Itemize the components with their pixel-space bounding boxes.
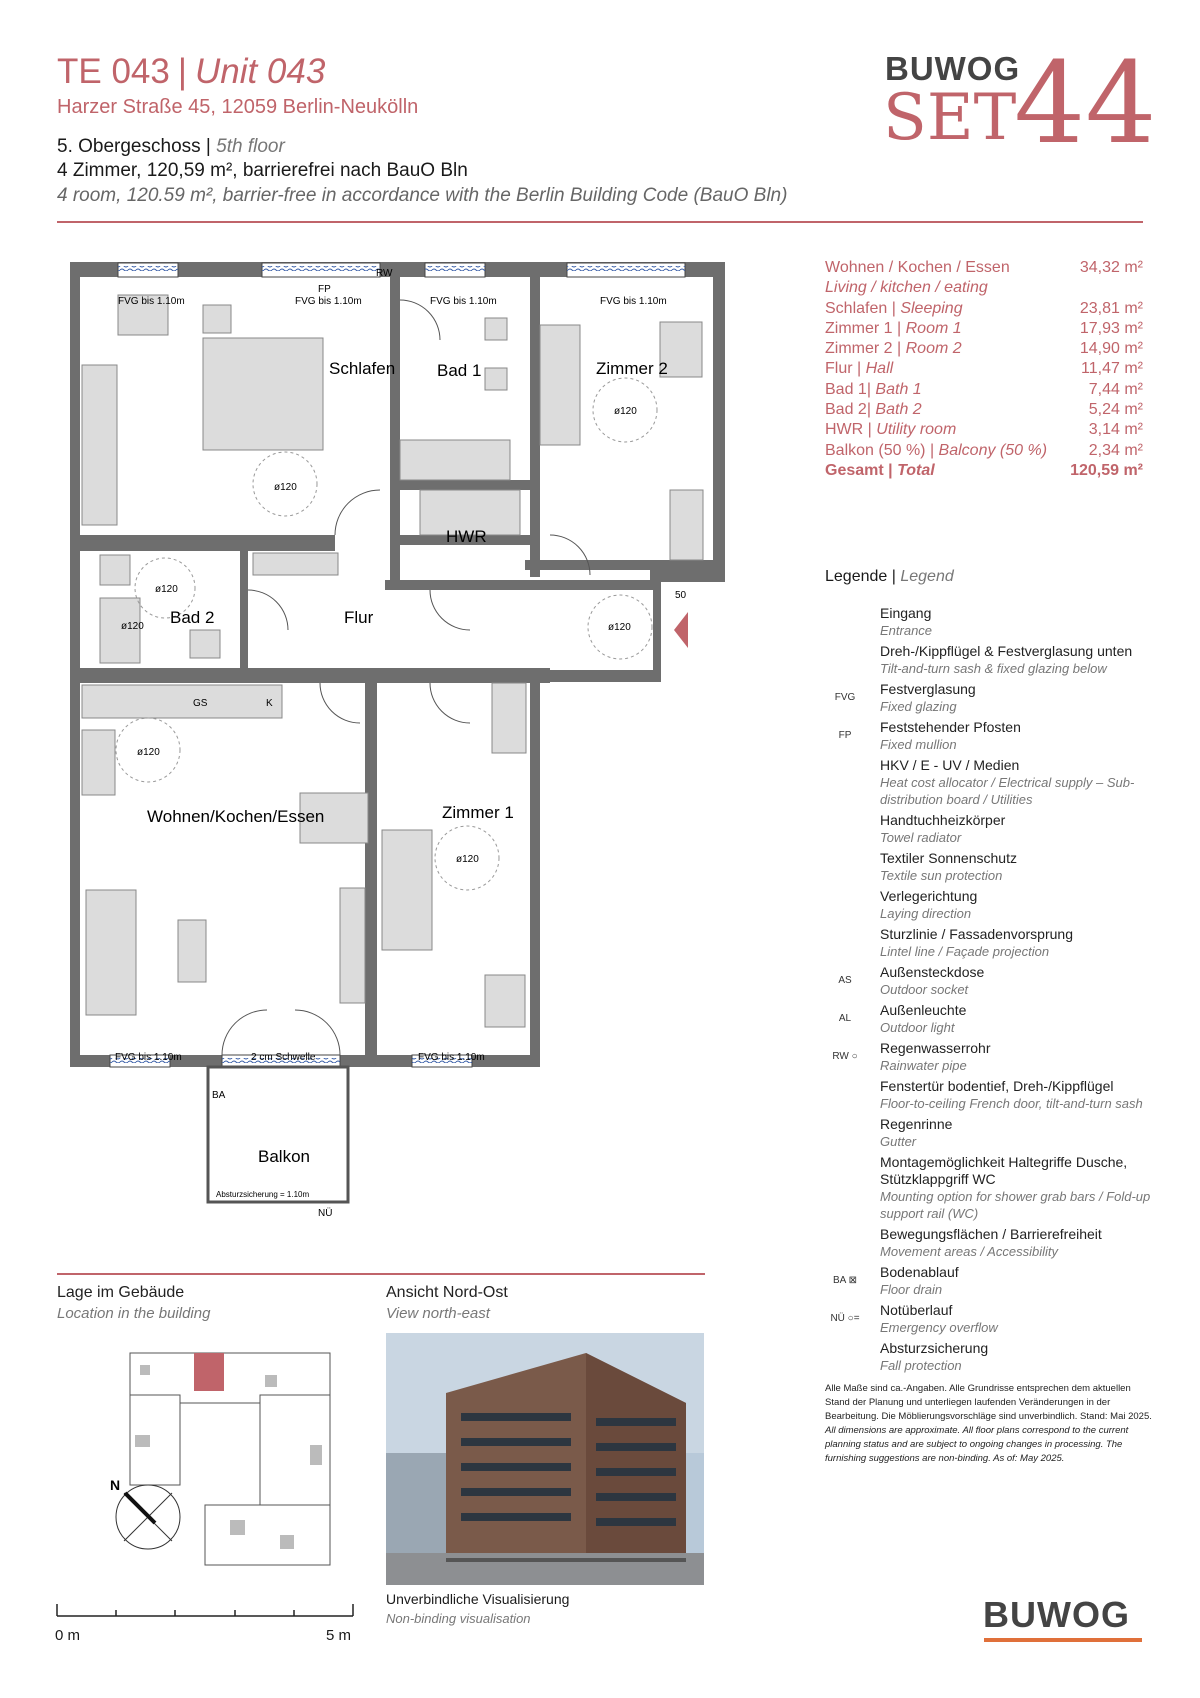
visualisation-caption-en: Non-binding visualisation	[386, 1611, 531, 1626]
area-label-en: Balcony (50 %)	[938, 441, 1048, 459]
fall-protection-icon	[825, 1344, 865, 1368]
floor-line: 5. Obergeschoss | 5th floor	[57, 136, 285, 157]
area-label-en: Bath 1	[875, 380, 922, 398]
turning-label: ø120	[614, 406, 637, 417]
room-label-flur: Flur	[344, 608, 374, 627]
fifty-label: 50	[675, 590, 687, 601]
gutter-icon	[825, 1120, 865, 1144]
legend-item	[825, 1302, 1155, 1336]
header-divider	[57, 221, 1143, 223]
gs-label: GS	[193, 698, 208, 709]
area-label-en: Utility room	[876, 421, 957, 439]
rooms-de: 4 Zimmer, 120,59 m², barrierefrei nach BauO Bln	[57, 160, 468, 181]
legend-title: Legende | Legend	[825, 568, 954, 585]
area-total-value: 120,59 m²	[1070, 461, 1143, 479]
legend-label-en: Towel radiator	[880, 830, 962, 845]
legend-item	[825, 681, 1155, 715]
address: Harzer Straße 45, 12059 Berlin-Neukölln	[57, 96, 419, 118]
ba-label: BA	[212, 1090, 226, 1101]
legend-item	[825, 1002, 1155, 1036]
area-label-en: Room 2	[905, 340, 962, 358]
area-label: Zimmer 2 |	[825, 340, 906, 358]
threshold-label: 2 cm Schwelle	[251, 1052, 316, 1063]
view-heading: Ansicht Nord-Ost	[386, 1284, 508, 1301]
lintel-line-icon	[825, 930, 865, 954]
fvg-label: FVG bis 1.10m	[600, 296, 667, 307]
legend-item	[825, 964, 1155, 998]
legend-item	[825, 1116, 1155, 1150]
legend-label: Außensteckdose	[880, 964, 985, 980]
legend-label: HKV / E - UV / Medien	[880, 757, 1020, 773]
area-row	[825, 319, 1143, 339]
rooms-en: 4 room, 120.59 m², barrier-free in accordance with the Berlin Building Code (BauO Bln)	[57, 185, 788, 206]
area-label: Bad 1|	[825, 380, 876, 398]
area-row	[825, 420, 1143, 440]
legend-label: Feststehender Pfosten	[880, 719, 1021, 735]
legend-label-en: Rainwater pipe	[880, 1058, 967, 1073]
legend-label-en: Fixed mullion	[880, 737, 957, 752]
area-label-en: Living / kitchen / eating	[825, 279, 988, 297]
area-row	[825, 258, 1143, 278]
area-label-en: Bath 2	[875, 401, 922, 419]
fvg-label: FVG bis 1.10m	[115, 1052, 182, 1063]
legend-label: Eingang	[880, 605, 932, 621]
area-row	[825, 339, 1143, 359]
legend-label-en: Heat cost allocator / Electrical supply – Sub-distribution board / Utilities	[880, 775, 1135, 807]
unit-en: Unit 043	[194, 52, 326, 91]
legend-item	[825, 643, 1155, 677]
legend-list	[825, 605, 1155, 1378]
legend-label-en: Emergency overflow	[880, 1320, 998, 1335]
hkv-icon	[825, 761, 865, 785]
area-row	[825, 400, 1143, 420]
bottom-divider	[57, 1273, 705, 1275]
legend-label: Außenleuchte	[880, 1002, 967, 1018]
area-value: 5,24 m²	[1088, 401, 1143, 419]
scale-five: 5 m	[326, 1627, 352, 1644]
legend-label-en: Mounting option for shower grab bars / Fold-up support rail (WC)	[880, 1189, 1151, 1221]
area-label: Schlafen |	[825, 299, 901, 317]
towel-radiator-icon	[825, 816, 865, 840]
room-label-schlafen: Schlafen	[329, 359, 396, 378]
legend-item	[825, 1264, 1155, 1298]
turning-label: ø120	[274, 482, 297, 493]
location-heading-en: Location in the building	[57, 1305, 211, 1322]
turning-label: ø120	[155, 584, 178, 595]
floor-de: 5. Obergeschoss	[57, 136, 201, 157]
legend-label-en: Outdoor light	[880, 1020, 955, 1035]
legend-item	[825, 850, 1155, 884]
legend-label: Handtuchheizkörper	[880, 812, 1006, 828]
legend-label-en: Floor-to-ceiling French door, tilt-and-turn sash	[880, 1096, 1143, 1111]
legend-item	[825, 1226, 1155, 1260]
legend-label: Regenwasserrohr	[880, 1040, 991, 1056]
area-label-en: Total	[897, 461, 935, 479]
room-label-bad1: Bad 1	[437, 361, 482, 380]
legend-item	[825, 888, 1155, 922]
rw-icon: RW ○	[832, 1050, 858, 1062]
room-label-balkon: Balkon	[258, 1147, 310, 1166]
balcony-outline	[208, 1067, 348, 1202]
legend-label-en: Tilt-and-turn sash & fixed glazing below	[880, 661, 1107, 676]
area-total-row	[825, 461, 1143, 481]
k-label: K	[266, 698, 273, 709]
legend-item	[825, 1078, 1155, 1112]
legend-label: Dreh-/Kippflügel & Festverglasung unten	[880, 643, 1133, 659]
laying-direction-icon	[825, 892, 865, 916]
area-row	[825, 359, 1143, 379]
legend-label: Sturzlinie / Fassadenvorsprung	[880, 926, 1073, 942]
building-visualisation	[386, 1333, 704, 1585]
fvg-label: FVG bis 1.10m	[118, 296, 185, 307]
area-label: Wohnen / Kochen / Essen	[825, 259, 1010, 276]
area-label-en: Sleeping	[900, 299, 963, 317]
turning-label: ø120	[121, 621, 144, 632]
fvg-label: FVG bis 1.10m	[295, 296, 362, 307]
movement-area-icon	[825, 1230, 865, 1254]
area-value: 7,44 m²	[1088, 380, 1143, 398]
legend-label-en: Fixed glazing	[880, 699, 957, 714]
area-value: 17,93 m²	[1079, 319, 1143, 337]
legend-label: Verlegerichtung	[880, 888, 978, 904]
legend-item	[825, 1340, 1155, 1374]
area-row	[825, 299, 1143, 319]
turning-label: ø120	[137, 747, 160, 758]
area-label: Gesamt |	[825, 461, 898, 479]
disclaimer-notes	[825, 1382, 1155, 1466]
area-label: Zimmer 1 |	[825, 319, 906, 337]
tilt-turn-icon	[825, 647, 865, 671]
room-label-hwr: HWR	[446, 527, 487, 546]
legend-label-en: Outdoor socket	[880, 982, 969, 997]
location-map	[110, 1345, 360, 1570]
turning-label: ø120	[456, 854, 479, 865]
area-value: 11,47 m²	[1081, 360, 1143, 378]
legend-label: Montagemöglichkeit Haltegriffe Dusche, Stützklappgriff WC	[880, 1154, 1128, 1187]
visualisation-caption: Unverbindliche Visualisierung	[386, 1591, 570, 1607]
location-heading: Lage im Gebäude	[57, 1284, 185, 1301]
north-label: N	[110, 1477, 121, 1493]
turning-label: ø120	[608, 622, 631, 633]
area-label: Bad 2|	[825, 401, 876, 419]
room-label-wohnen: Wohnen/Kochen/Essen	[147, 807, 325, 826]
floor-plan	[65, 255, 745, 1230]
room-label-zimmer1: Zimmer 1	[442, 803, 514, 822]
legend-item	[825, 757, 1155, 808]
legend-label-en: Entrance	[880, 623, 933, 638]
room-label-zimmer2: Zimmer 2	[596, 359, 668, 378]
room-label-bad2: Bad 2	[170, 608, 215, 627]
legend-item	[825, 719, 1155, 753]
fp-label: FP	[318, 284, 331, 295]
legend-item	[825, 812, 1155, 846]
area-value: 34,32 m²	[1079, 259, 1143, 276]
al-icon: AL	[838, 1012, 852, 1024]
grab-bar-icon	[825, 1158, 865, 1182]
legend-label: Fenstertür bodentief, Dreh-/Kippflügel	[880, 1078, 1114, 1094]
logo-brand: BUWOG	[885, 50, 1021, 87]
notes-de: Alle Maße sind ca.-Angaben. Alle Grundrisse entsprechen dem aktuellen Stand der Planung und unterliegen laufenden Veränderungen in der Bearbeitung. Die Möblierungsvorschläge sind unverbindlich. Stand: Mai 2025.	[825, 1383, 1152, 1422]
legend-item	[825, 926, 1155, 960]
unit-code: TE 043	[57, 52, 170, 91]
legend-title-de: Legende	[825, 568, 888, 585]
footer-logo-bar	[984, 1638, 1142, 1642]
emergency-overflow-icon: NÜ ○=	[830, 1312, 860, 1324]
footer-logo: BUWOG	[983, 1594, 1130, 1635]
legend-title-en: Legend	[900, 568, 954, 585]
scale-bar	[55, 1600, 355, 1622]
legend-label-en: Laying direction	[880, 906, 972, 921]
entrance-marker	[674, 612, 688, 648]
legend-label-en: Textile sun protection	[880, 868, 1003, 883]
area-row	[825, 380, 1143, 400]
legend-label: Bodenablauf	[880, 1264, 959, 1280]
legend-label: Notüberlauf	[880, 1302, 953, 1318]
legend-item	[825, 1154, 1155, 1222]
view-heading-en: View north-east	[386, 1305, 490, 1322]
as-icon: AS	[838, 974, 852, 986]
legend-item	[825, 1040, 1155, 1074]
entrance-triangle-icon	[825, 609, 865, 633]
legend-label: Bewegungsflächen / Barrierefreiheit	[880, 1226, 1102, 1242]
legend-label-en: Gutter	[880, 1134, 917, 1149]
legend-label-en: Lintel line / Façade projection	[880, 944, 1050, 959]
area-label: Flur |	[825, 360, 866, 378]
unit-location-marker	[194, 1353, 224, 1391]
fp-icon: FP	[838, 729, 852, 741]
floor-en: 5th floor	[216, 136, 285, 157]
notes-en: All dimensions are approximate. All floor plans correspond to the current planning status and are subject to ongoing changes in processing. The furnishing suggestions are non-binding. As of: May 2025.	[825, 1425, 1129, 1464]
unit-title: TE 043 | Unit 043	[57, 52, 326, 91]
legend-item	[825, 605, 1155, 639]
area-value: 2,34 m²	[1088, 441, 1143, 459]
floor-drain-icon: BA ⊠	[833, 1274, 857, 1286]
legend-label-en: Floor drain	[880, 1282, 943, 1297]
fvg-label: FVG bis 1.10m	[418, 1052, 485, 1063]
scale-zero: 0 m	[55, 1627, 81, 1644]
legend-label: Textiler Sonnenschutz	[880, 850, 1017, 866]
fvg-label: FVG bis 1.10m	[430, 296, 497, 307]
rw-label: RW	[376, 268, 393, 279]
absturz-label: Absturzsicherung = 1.10m	[216, 1190, 310, 1199]
area-label-en: Hall	[865, 360, 894, 378]
area-label: Balkon (50 %) |	[825, 441, 939, 459]
legend-label: Regenrinne	[880, 1116, 953, 1132]
area-value: 23,81 m²	[1079, 299, 1143, 317]
legend-label-en: Fall protection	[880, 1358, 962, 1373]
nu-label: NÜ	[318, 1208, 333, 1219]
legend-label: Absturzsicherung	[880, 1340, 989, 1356]
area-value: 3,14 m²	[1088, 421, 1143, 439]
area-row	[825, 441, 1143, 461]
legend-label: Festverglasung	[880, 681, 976, 697]
area-value: 14,90 m²	[1079, 340, 1143, 358]
sun-protection-icon	[825, 854, 865, 878]
area-label-en: Room 1	[905, 319, 962, 337]
fvg-icon: FVG	[834, 691, 856, 703]
area-table	[825, 258, 1143, 481]
legend-label-en: Movement areas / Accessibility	[880, 1244, 1058, 1259]
area-label: HWR |	[825, 421, 877, 439]
french-door-icon	[825, 1082, 865, 1106]
logo-set: SET	[883, 81, 1017, 155]
logo-number: 44	[1014, 39, 1157, 169]
